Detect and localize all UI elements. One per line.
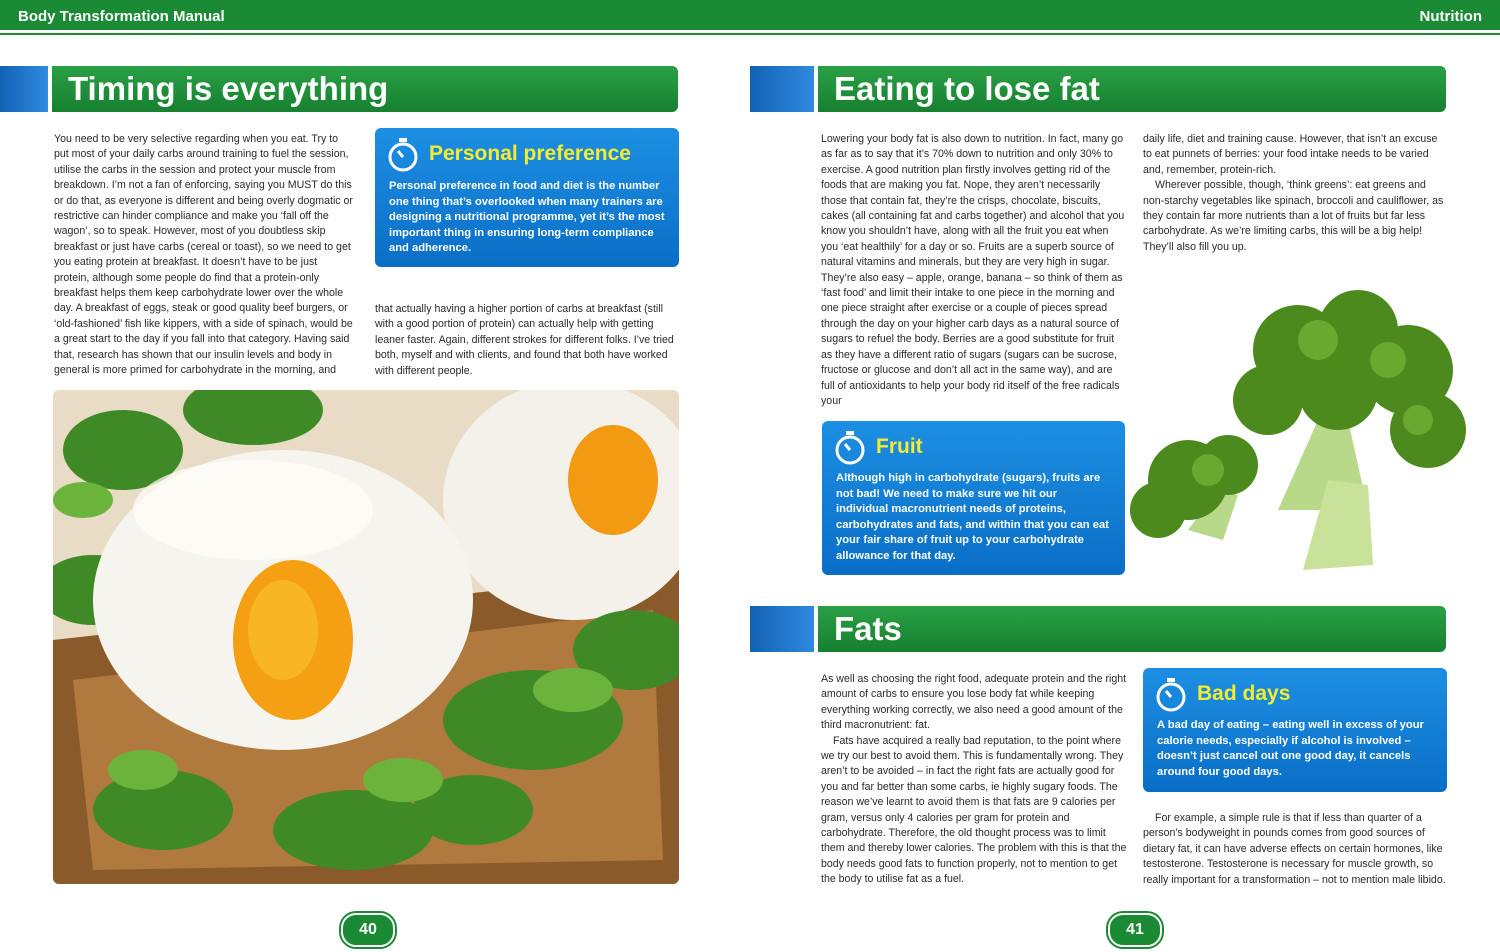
paragraph: For example, a simple rule is that if less than quarter of a person’s bodyweight in pounds comes from good sources of dietary fat, it can have adverse effects on certain hormones, like testosterone. Testosterone is necessary for muscle growth, so really important for a transformation – not to mention male libido. — [1143, 812, 1446, 886]
tip-title: Fruit — [876, 435, 923, 458]
header-divider-green — [0, 33, 1500, 35]
tip-body: Personal preference in food and diet is the number one thing that’s overlooked when many trainers are designing a nutritional programme, yet it’s the most important thing in ensuring long-term compliance and adherence. — [389, 180, 665, 254]
tip-fruit — [822, 421, 1125, 575]
tip-title: Bad days — [1197, 682, 1291, 705]
heading-fats: Fats — [818, 606, 1446, 652]
right-col2-text — [1143, 132, 1447, 255]
paragraph: Lowering your body fat is also down to nutrition. In fact, many go as far as to say that it’s 70% down to nutrition and only 30% to exercise. A good nutrition plan firstly involves getting rid of the foods that are making you fat. Nope, they aren’t necessarily those that contain fat, they’re the crisps, chocolate, biscuits, cakes (all containing fat and carbs together) and alcohol that you know you shouldn’t have, along with all the fruit you eat when you ‘eat healthily’ for a day or so. Fruits are a superb source of natural vitamins and minerals, but they are very high in sugar. They’re also easy – apple, orange, banana – so think of them as ‘fast food’ and limit their intake to one piece in the morning and one piece straight after exercise or a couple of pieces spread through the day on your higher carb days as a natural source of sugars to refuel the body. Berries are a good substitute for fruit as they have a different ratio of sugars (sugars can be sucrose, fructose or glucose and don’t all act in the same way), and are full of antioxidants to help your body rid itself of the free radicals your — [821, 133, 1125, 407]
running-header-section: Nutrition — [1419, 8, 1482, 25]
paragraph: daily life, diet and training cause. However, that isn’t an excuse to eat punnets of berries: your food intake needs to be varied and, remember, protein-rich. — [1143, 133, 1438, 176]
running-header — [0, 0, 1500, 30]
tip-body: A bad day of eating – eating well in excess of your calorie needs, especially if alcohol is involved – doesn’t just cancel out one good day, it cancels around four good days. — [1157, 719, 1424, 778]
heading-timing: Timing is everything — [52, 66, 678, 112]
fats-col2-text — [1143, 811, 1447, 888]
right-col1-text — [821, 132, 1127, 409]
fats-col1-text — [821, 672, 1127, 888]
stopwatch-icon — [387, 138, 419, 172]
left-col1-text — [54, 132, 354, 379]
page-number-right: 41 — [1108, 913, 1162, 947]
heading-accent-left — [0, 66, 48, 112]
stopwatch-icon — [1155, 678, 1187, 712]
tip-personal-preference — [375, 128, 679, 267]
tip-body: Although high in carbohydrate (sugars), fruits are not bad! We need to make sure we hit our individual macronutrient needs of proteins, carbohydrates and fats, and within that you can eat your fair share of fruit up to your carbohydrate allowance for that day. — [836, 472, 1109, 562]
left-col2-text — [375, 302, 675, 379]
paragraph: that actually having a higher portion of carbs at breakfast (still with a good portion of protein) can actually help with getting leaner faster. Again, different strokes for different folks. I’ve tried both, myself and with clients, and found that both have worked with different people. — [375, 303, 674, 377]
heading-eating-to-lose-fat: Eating to lose fat — [818, 66, 1446, 112]
running-header-title: Body Transformation Manual — [18, 8, 225, 25]
tip-bad-days — [1143, 668, 1447, 792]
stopwatch-icon — [834, 431, 866, 465]
heading-accent-fats — [750, 606, 814, 652]
paragraph: Wherever possible, though, ‘think greens’: eat greens and non-starchy vegetables like spinach, broccoli and cauliflower, as they contain far more nutrients than a lot of fruits but far less carbohydrate. As we’re limiting carbs, this will be a big help! They’ll also fill you up. — [1143, 179, 1444, 253]
page-number-left: 40 — [341, 913, 395, 947]
heading-accent-right — [750, 66, 814, 112]
tip-title: Personal preference — [429, 142, 631, 165]
paragraph: Fats have acquired a really bad reputation, to the point where we try our best to avoid them. This is fundamentally wrong. They aren’t to be avoided – in fact the right fats are actually good for you and far better than some carbs, ie highly sugary foods. The reason we’ve learnt to avoid them is that fats are 9 calories per gram, versus only 4 calories per gram for protein and carbohydrate. Therefore, the old thought process was to limit them and thereby lower calories. The problem with this is that the body needs good fats to function properly, not to mention to get the body to utilise fat as a fuel. — [821, 734, 1127, 886]
paragraph: As well as choosing the right food, adequate protein and the right amount of carbs to ensure you lose body fat while keeping everything working correctly, we also need a good amount of the third macronutrient: fat. — [821, 673, 1127, 732]
poached-egg-photo — [53, 390, 679, 884]
broccoli-photo — [1128, 280, 1478, 580]
paragraph: You need to be very selective regarding when you eat. Try to put most of your daily carbs around training to fuel the session, utilise the carbs in the session and protect your muscle from breakdown. I’m not a fan of enforcing, saying you MUST do this or do that, as everyone is different and being overly dogmatic or restrictive can hinder compliance and make you ‘fall off the wagon’, so to speak. However, most of you doubtless skip breakfast or just have carbs (cereal or toast), so we need to get you eating protein at breakfast. It doesn’t have to be just protein, although some people do find that a protein-only breakfast helps them keep carbohydrate lower over the whole day. A breakfast of eggs, steak or good quality beef burgers, or ‘old-fashioned’ fish like kippers, with a side of spinach, would be a great start to the day if you fall into that category. Having said that, research has shown that our insulin levels and body in general is more primed for carbohydrate in the morning, and — [54, 133, 353, 377]
